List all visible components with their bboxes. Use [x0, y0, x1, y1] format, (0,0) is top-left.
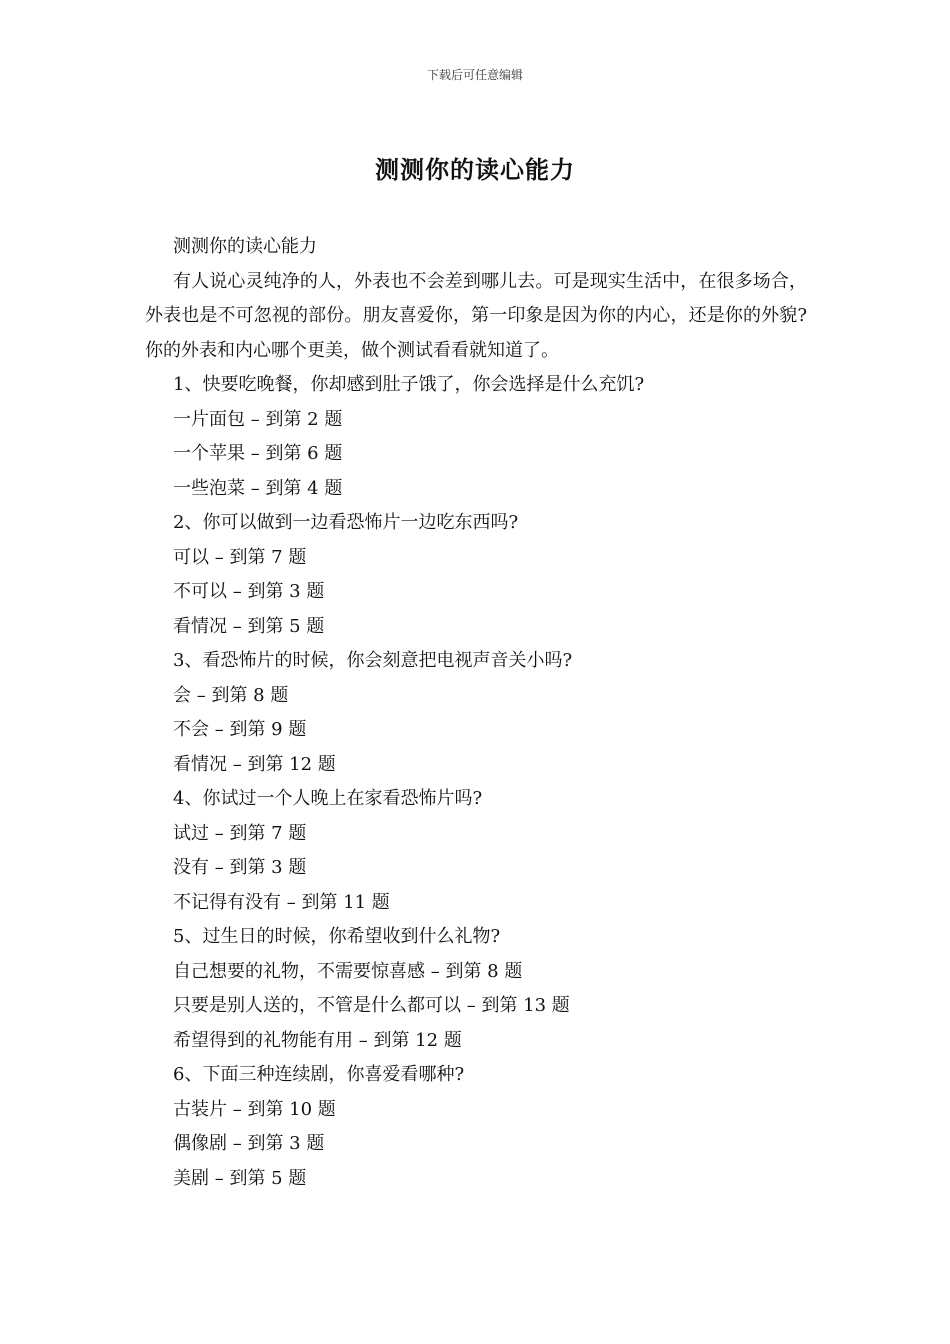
text-line: 没有 – 到第 3 题	[173, 857, 307, 878]
text-line: 自己想要的礼物，不需要惊喜感 – 到第 8 题	[173, 960, 523, 982]
text-line: 5、过生日的时候，你希望收到什么礼物?	[173, 926, 501, 947]
text-line: 不记得有没有 – 到第 11 题	[173, 891, 390, 913]
text-line: 希望得到的礼物能有用 – 到第 12 题	[173, 1029, 462, 1051]
text-line: 一些泡菜 – 到第 4 题	[173, 477, 343, 499]
page-header: 下载后可任意编辑	[426, 68, 523, 82]
text-line: 美剧 – 到第 5 题	[173, 1167, 307, 1189]
text-line: 1、快要吃晚餐，你却感到肚子饿了，你会选择是什么充饥?	[173, 374, 645, 395]
text-line: 古装片 – 到第 10 题	[173, 1098, 336, 1120]
question-list	[145, 368, 807, 1196]
document-body	[145, 230, 807, 1196]
text-line: 6、下面三种连续剧，你喜爱看哪种?	[173, 1064, 465, 1085]
subtitle-paragraph: 测测你的读心能力	[173, 236, 317, 257]
text-line: 4、你试过一个人晚上在家看恐怖片吗?	[173, 788, 483, 809]
text-line: 一个苹果 – 到第 6 题	[173, 443, 343, 464]
text-line: 只要是别人送的，不管是什么都可以 – 到第 13 题	[173, 995, 570, 1016]
text-line: 看情况 – 到第 5 题	[173, 615, 325, 637]
text-line: 不会 – 到第 9 题	[173, 719, 307, 740]
text-line: 看情况 – 到第 12 题	[173, 753, 336, 775]
text-line: 不可以 – 到第 3 题	[173, 581, 325, 602]
text-line: 2、你可以做到一边看恐怖片一边吃东西吗?	[173, 512, 519, 533]
text-line: 偶像剧 – 到第 3 题	[173, 1133, 325, 1154]
text-line: 试过 – 到第 7 题	[173, 822, 307, 844]
text-line: 3、看恐怖片的时候，你会刻意把电视声音关小吗?	[173, 650, 573, 671]
text-line: 可以 – 到第 7 题	[173, 546, 307, 568]
text-line: 一片面包 – 到第 2 题	[173, 408, 343, 430]
intro-paragraph: 有人说心灵纯净的人，外表也不会差到哪儿去。可是现实生活中，在很多场合，外表也是不可忽视的部份。朋友喜爱你，第一印象是因为你的内心，还是你的外貌?你的外表和内心哪个更美，做个测试看看就知道了。	[145, 270, 807, 361]
document-title: 测测你的读心能力	[375, 155, 575, 184]
text-line: 会 – 到第 8 题	[173, 684, 289, 706]
